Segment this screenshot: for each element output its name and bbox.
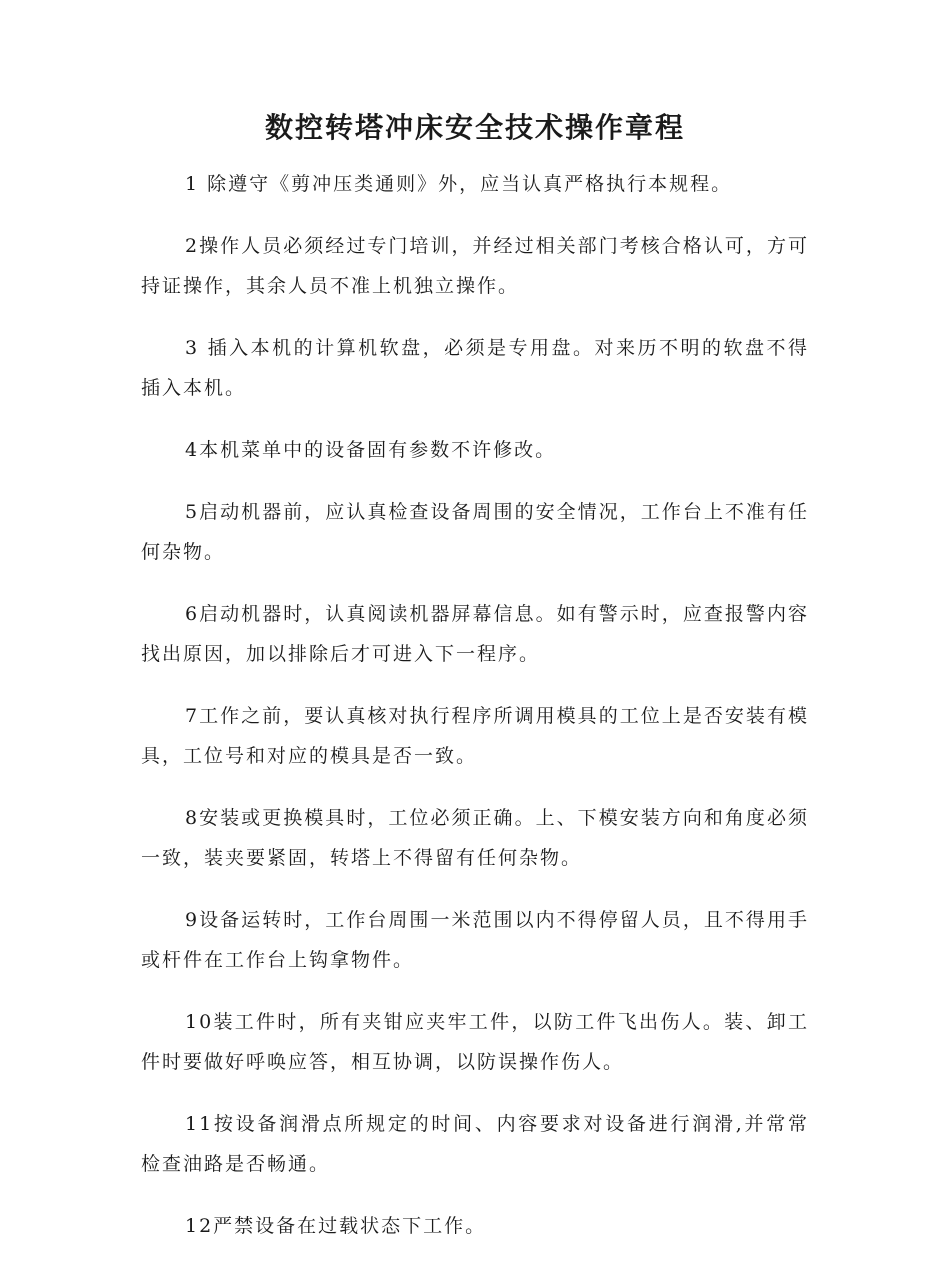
paragraph-rule-2: 2操作人员必须经过专门培训，并经过相关部门考核合格认可，方可持证操作，其余人员不准上机独立操作。: [141, 235, 809, 297]
paragraph-rule-11: 11按设备润滑点所规定的时间、内容要求对设备进行润滑,并常常检查油路是否畅通。: [141, 1113, 809, 1175]
paragraph-rule-8: 8安装或更换模具时，工位必须正确。上、下模安装方向和角度必须一致，装夹要紧固，转塔上不得留有任何杂物。: [141, 807, 809, 869]
paragraph-rule-6: 6启动机器时，认真阅读机器屏幕信息。如有警示时，应查报警内容找出原因，加以排除后才可进入下一程序。: [141, 603, 809, 665]
page-title: 数控转塔冲床安全技术操作章程: [264, 111, 685, 144]
paragraph-rule-5: 5启动机器前，应认真检查设备周围的安全情况，工作台上不准有任何杂物。: [141, 501, 809, 563]
paragraph-rule-1: 1 除遵守《剪冲压类通则》外，应当认真严格执行本规程。: [185, 173, 733, 195]
paragraph-rule-12: 12严禁设备在过载状态下工作。: [185, 1215, 487, 1237]
paragraph-rule-10: 10装工件时，所有夹钳应夹牢工件，以防工件飞出伤人。装、卸工件时要做好呼唤应答，相互协调，以防误操作伤人。: [141, 1011, 809, 1073]
paragraph-rule-9: 9设备运转时，工作台周围一米范围以内不得停留人员，且不得用手或杆件在工作台上钩拿物件。: [141, 909, 809, 971]
paragraph-rule-7: 7工作之前，要认真核对执行程序所调用模具的工位上是否安装有模具，工位号和对应的模具是否一致。: [141, 705, 809, 767]
paragraph-rule-4: 4本机菜单中的设备固有参数不许修改。: [185, 439, 557, 461]
document-body: [141, 164, 809, 1268]
paragraph-rule-3: 3 插入本机的计算机软盘，必须是专用盘。对来历不明的软盘不得插入本机。: [141, 337, 809, 399]
